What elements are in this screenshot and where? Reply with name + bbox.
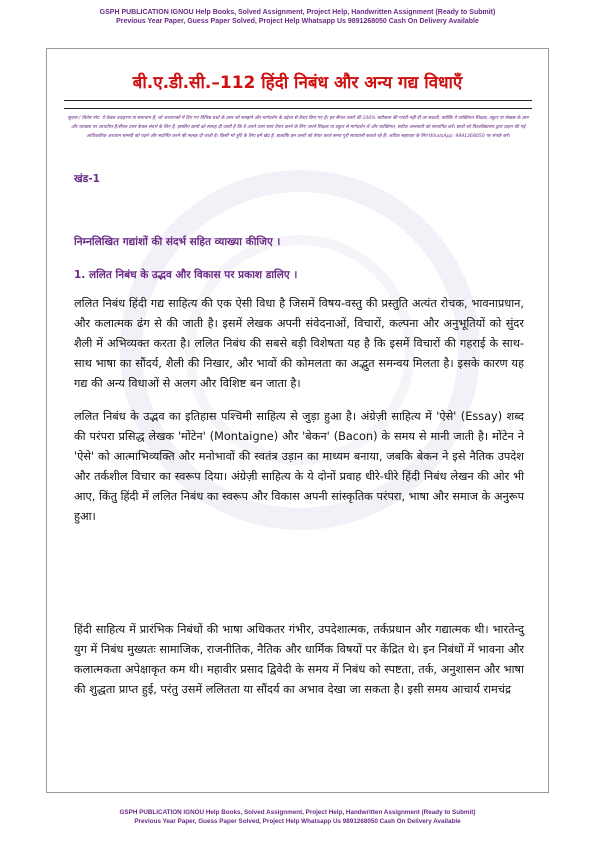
- footer-line-1: GSPH PUBLICATION IGNOU Help Books, Solved Assignment, Project Help, Handwritten Assignment (Ready to Submit): [119, 809, 476, 816]
- disclaimer-note: सूचना / विशेष नोट: ये केवल उदाहरण या समाधान हैं, जो अध्यापकों में दिए गए विभिन्न प्रश्नों के उत्तर को समझने और मार्गदर्शन के उद्देश्य से तैयार किए गए हैं। इन सैंपल उत्तरों की 100% सटीकता की गारंटी नहीं दी जा सकती, क्योंकि ये व्यक्तिगत शिक्षक, ट्यूटर या लेखक के ज्ञान और व्याख्या पर आधारित हैं।सैंपल उत्तर केवल संदर्भ के लिए हैं, इसलिए छात्रों को सलाह दी जाती है कि वे अपने उत्तर स्वयं तैयार करने के लिए अपने शिक्षक या ट्यूटर से मार्गदर्शन लें और व्यक्तिगत, सटीक जानकारी को सत्यापित करें। छात्रों को विश्वविद्यालय द्वारा प्रदान की गई आधिकारिक अध्ययन सामग्री को पढ़ने और संदर्भित करने की सलाह दी जाती है। किसी भी त्रुटि के लिए हमें खेद है, हालांकि हम उत्तरों को तैयार करते समय पूरी सावधानी बरतते रहे हैं। अधिक सहायता के लिए WhatsApp: 9891268050 पर संपर्क करें।: [67, 116, 529, 139]
- page-title: बी.ए.डी.सी.–112 हिंदी निबंध और अन्य गद्य विधाएँ: [132, 73, 463, 93]
- section-heading: खंड-1: [74, 173, 100, 185]
- answer-paragraph: ललित निबंध हिंदी गद्य साहित्य की एक ऐसी विधा है जिसमें विषय-वस्तु की प्रस्तुति अत्यंत रोचक, भावनाप्रधान, और कलात्मक ढंग से की जाती है। इसमें लेखक अपनी संवेदनाओं, विचारों, कल्पना और अनुभूतियों को सुंदर शैली में अभिव्यक्त करता है। ललित निबंध की सबसे बड़ी विशेषता यह है कि इसमें विचारों की गहराई के साथ-साथ भाषा का सौंदर्य, शैली की निखार, और भावों की कोमलता का अद्भुत समन्वय मिलता है। इसके कारण यह गद्य की अन्य विधाओं से अलग और विशिष्ट बन जाता है।: [74, 297, 524, 390]
- answer-paragraph: ललित निबंध के उद्भव का इतिहास पश्चिमी साहित्य से जुड़ा हुआ है। अंग्रेज़ी साहित्य में 'ऐसे' (Essay) शब्द की परंपरा प्रसिद्ध लेखक 'मोंटेन' (Montaigne) और 'बेकन' (Bacon) के समय से मानी जाती है। मोंटेन ने 'ऐसे' को आत्माभिव्यक्ति और मनोभावों की स्वतंत्र उड़ान का माध्यम बनाया, जबकि बेकन ने इसे नैतिक उपदेश और तर्कशील विचार का स्वरूप दिया। अंग्रेज़ी साहित्य के ये दोनों प्रवाह धीरे-धीरे हिंदी निबंध लेखन की ओर भी आए, किंतु हिंदी में ललित निबंध का स्वरूप और विकास अपनी सांस्कृतिक परंपरा, भाषा और समाज के अनुरूप हुआ।: [74, 410, 524, 523]
- header-line-1: GSPH PUBLICATION IGNOU Help Books, Solved Assignment, Project Help, Handwritten Assignment (Ready to Submit): [99, 9, 496, 16]
- header-line-2: Previous Year Paper, Guess Paper Solved, Project Help Whatsapp Us 9891268050 Cash On Delivery Available: [116, 18, 479, 25]
- answer-paragraph: हिंदी साहित्य में प्रारंभिक निबंधों की भाषा अधिकतर गंभीर, उपदेशात्मक, तर्कप्रधान और गद्यात्मक थी। भारतेन्दु युग में निबंध मुख्यतः सामाजिक, राजनीतिक, नैतिक और धार्मिक विषयों पर केंद्रित थे। इन निबंधों में भावना और कलात्मकता अपेक्षाकृत कम थी। महावीर प्रसाद द्विवेदी के समय में निबंध को स्पष्टता, तर्क, अनुशासन और भाषा की शुद्धता प्राप्त हुई, परंतु उसमें ललितता या सौंदर्य का अभाव देखा जा सकता है। इसी समय आचार्य रामचंद्र: [74, 623, 524, 696]
- instruction-heading: निम्नलिखित गद्यांशों की संदर्भ सहित व्याख्या कीजिए ।: [74, 236, 281, 248]
- footer-line-2: Previous Year Paper, Guess Paper Solved, Project Help Whatsapp Us 9891268050 Cash On Delivery Available: [134, 818, 461, 825]
- title-rule-top: [64, 100, 532, 101]
- title-rule-bottom: [64, 108, 532, 109]
- question-heading: 1. ललित निबंध के उद्भव और विकास पर प्रकाश डालिए ।: [74, 269, 298, 281]
